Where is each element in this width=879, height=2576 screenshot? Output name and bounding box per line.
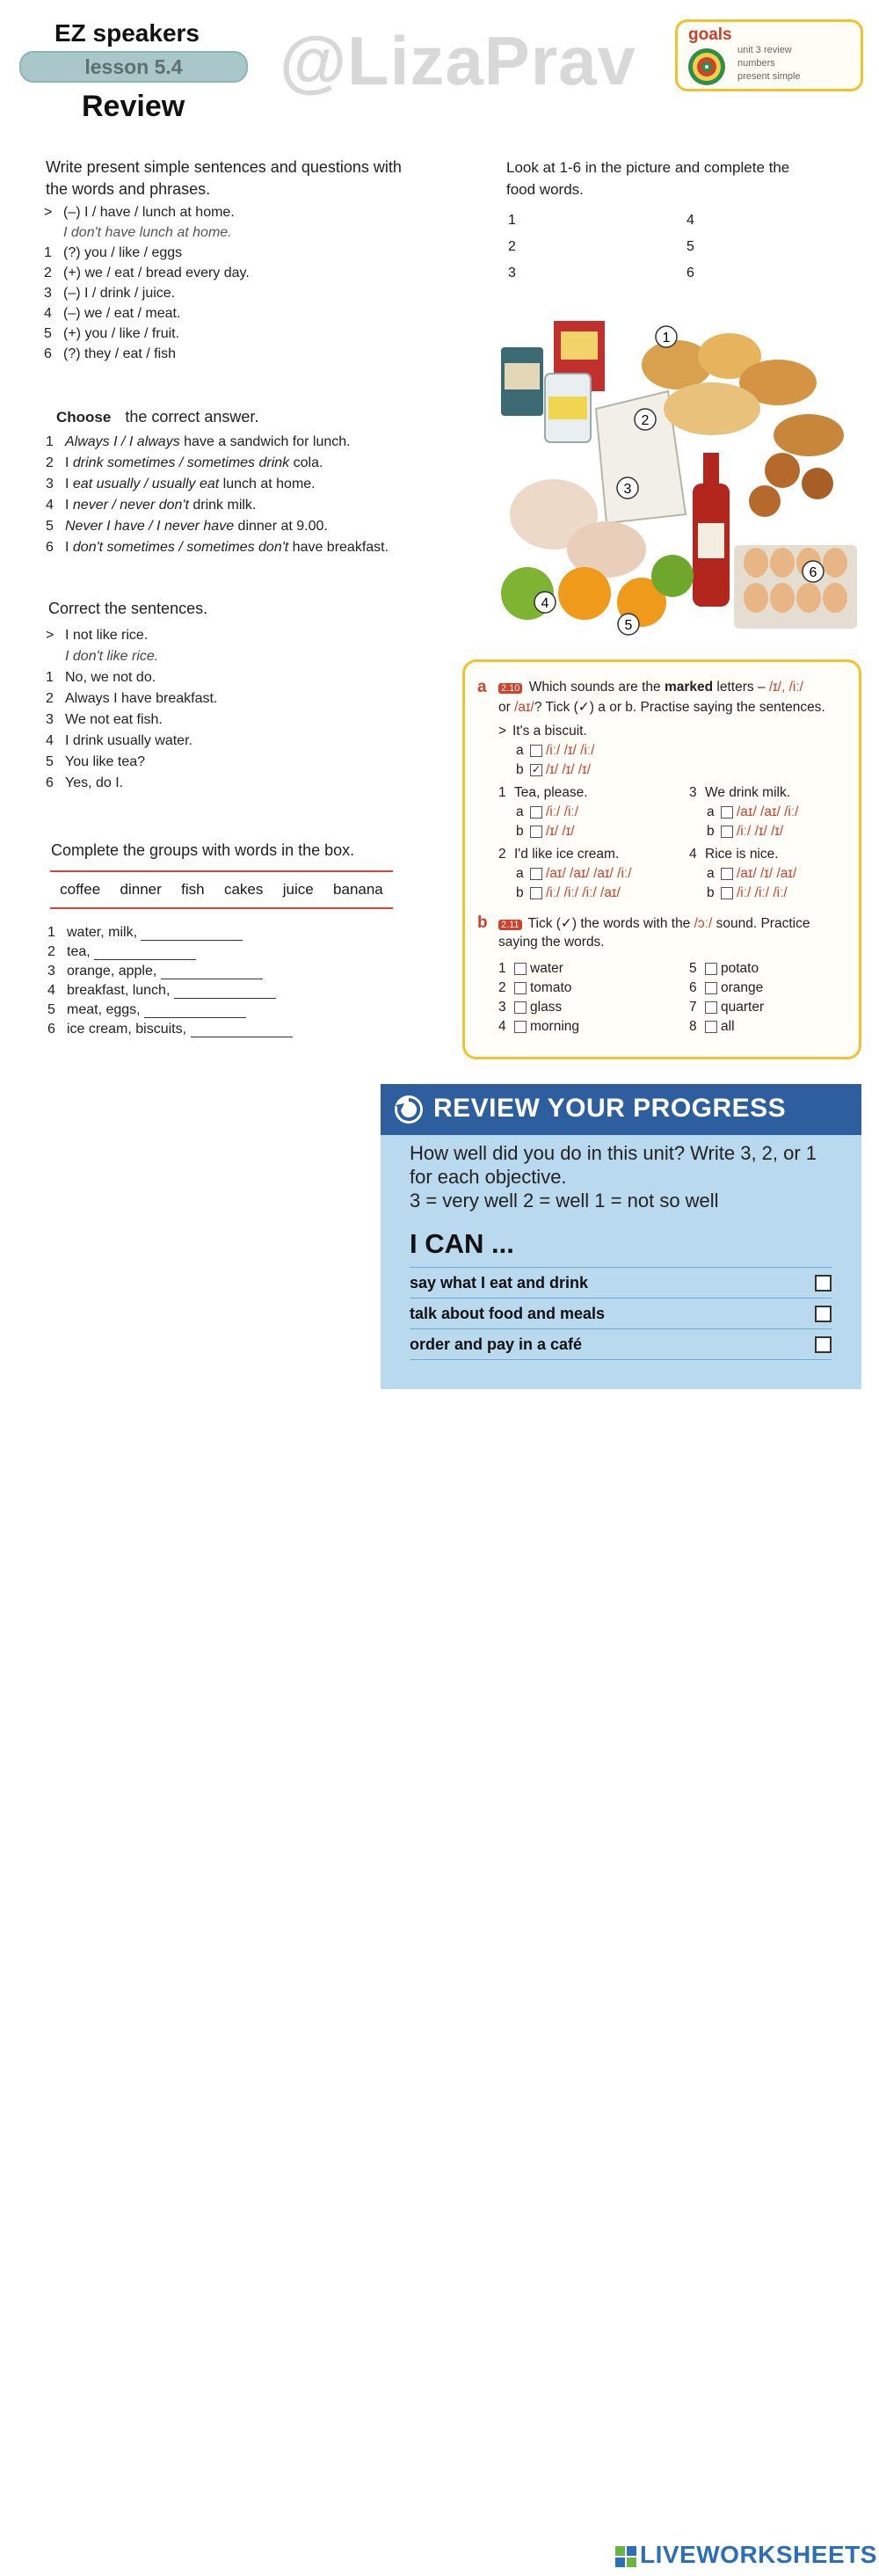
- checkbox[interactable]: [705, 1001, 717, 1014]
- objective-row: talk about food and meals: [410, 1298, 832, 1328]
- ex2-item[interactable]: 4 I never / never don't drink milk.: [46, 498, 257, 513]
- word-option[interactable]: 8 all: [689, 1019, 735, 1034]
- checkbox[interactable]: [514, 1021, 527, 1033]
- option-row[interactable]: b ✓ /ɪ/ /ɪ/ /ɪ/: [516, 762, 592, 777]
- ex3-instruction: Correct the sentences.: [48, 600, 208, 617]
- option-row[interactable]: a /aɪ/ /ɪ/ /aɪ/: [707, 866, 797, 881]
- goals-box: [675, 19, 863, 91]
- checkbox[interactable]: [530, 826, 542, 838]
- brand-title: EZ speakers: [54, 19, 200, 47]
- option-row[interactable]: b /iː/ /iː/ /iː/: [707, 885, 788, 900]
- answer-blank[interactable]: [94, 945, 196, 960]
- goal-item: present simple: [737, 71, 801, 82]
- ex1-example-prompt: (–) I / have / lunch at home.: [63, 205, 235, 220]
- word-option[interactable]: 1 water: [498, 961, 563, 976]
- goal-item: numbers: [737, 58, 775, 69]
- ex4-item: 1 water, milk,: [47, 925, 243, 941]
- progress-title: REVIEW YOUR PROGRESS: [433, 1094, 787, 1123]
- option-row[interactable]: a /iː/ /ɪ/ /iː/: [516, 743, 595, 758]
- box-word: fish: [181, 881, 205, 898]
- checkbox[interactable]: [721, 868, 733, 880]
- ex2-item[interactable]: 6 I don't sometimes / sometimes don't have breakfast.: [46, 540, 389, 555]
- goal-item: unit 3 review: [737, 45, 792, 55]
- checkbox[interactable]: [514, 982, 527, 994]
- section-a-label: a: [477, 678, 487, 696]
- answer-blank[interactable]: [191, 1022, 293, 1037]
- option-row[interactable]: b /ɪ/ /ɪ/: [516, 824, 575, 839]
- ex3-item: 2 Always I have breakfast.: [46, 691, 218, 706]
- ex1-item: 6 (?) they / eat / fish: [44, 346, 177, 361]
- box-word: coffee: [60, 881, 101, 898]
- example-marker: >: [44, 205, 53, 220]
- answer-blank[interactable]: [161, 964, 263, 979]
- choose-label: Choose: [56, 409, 112, 426]
- objective-row: order and pay in a café: [410, 1328, 832, 1360]
- question: 3 We drink milk.: [689, 785, 791, 800]
- watermark: @LizaPrav: [280, 22, 636, 99]
- picture-label: 1: [662, 331, 671, 346]
- word-option[interactable]: 7 quarter: [689, 1000, 765, 1015]
- ex2-item[interactable]: 2 I drink sometimes / sometimes drink cola.: [46, 455, 323, 470]
- score-box[interactable]: [815, 1336, 832, 1353]
- progress-line: for each objective.: [410, 1166, 567, 1188]
- ex2-item[interactable]: 1 Always I / I always have a sandwich for lunch.: [46, 434, 351, 449]
- ex4-item: 3 orange, apple,: [47, 964, 263, 979]
- food-number: 5: [686, 239, 694, 254]
- question: 2 I'd like ice cream.: [498, 847, 620, 862]
- checkbox-checked[interactable]: ✓: [531, 762, 541, 775]
- checkbox[interactable]: [721, 806, 733, 819]
- checkbox[interactable]: [705, 1021, 717, 1033]
- option-row[interactable]: a /aɪ/ /aɪ/ /aɪ/ /iː/: [516, 866, 632, 881]
- picture-label: 3: [623, 482, 632, 497]
- pronunciation-box: [462, 659, 861, 1059]
- food-number: 4: [686, 213, 694, 228]
- box-word: dinner: [120, 881, 162, 898]
- ex4-item: 2 tea,: [47, 944, 196, 960]
- checkbox[interactable]: [705, 963, 717, 975]
- ex2-item[interactable]: 3 I eat usually / usually eat lunch at home.: [46, 477, 316, 491]
- example-sentence: > It's a biscuit.: [498, 724, 587, 739]
- ex1-example-answer: I don't have lunch at home.: [63, 225, 232, 240]
- section-b-instruction-2: saying the words.: [498, 935, 605, 950]
- ex2-item[interactable]: 5 Never I have / I never have dinner at 9.00.: [46, 519, 328, 534]
- food-number: 2: [508, 239, 516, 254]
- picture-label: 2: [641, 413, 650, 428]
- option-row[interactable]: b /iː/ /iː/ /iː/ /aɪ/: [516, 885, 621, 900]
- checkbox[interactable]: [514, 1001, 527, 1014]
- target-icon: [686, 47, 727, 87]
- ex1-item: 2 (+) we / eat / bread every day.: [44, 266, 250, 280]
- ex4-item: 4 breakfast, lunch,: [47, 983, 276, 999]
- checkbox[interactable]: [705, 982, 717, 994]
- answer-blank[interactable]: [144, 1003, 246, 1018]
- lesson-badge: lesson 5.4: [19, 51, 248, 83]
- word-option[interactable]: 3 glass: [498, 1000, 563, 1015]
- ex3-item: 3 We not eat fish.: [46, 712, 163, 727]
- score-box[interactable]: [815, 1306, 832, 1322]
- section-a-instruction: 2.10 Which sounds are the marked letters – /ɪ/, /iː/: [498, 680, 803, 695]
- food-illustration: [492, 312, 861, 651]
- food-number: 1: [508, 213, 516, 228]
- question: 4 Rice is nice.: [689, 847, 779, 862]
- section-b-label: b: [477, 913, 488, 932]
- option-row[interactable]: a /iː/ /iː/: [516, 804, 579, 819]
- goals-title: goals: [688, 25, 732, 44]
- box-word: cakes: [223, 881, 264, 898]
- ex3-item: 1 No, we not do.: [46, 670, 156, 685]
- i-can-heading: I CAN ...: [410, 1228, 514, 1259]
- review-progress-panel: [381, 1084, 861, 1389]
- box-word: juice: [282, 881, 314, 898]
- ex1-instruction: Write present simple sentences and questions with the words and phrases.: [46, 158, 402, 198]
- refresh-icon: [393, 1094, 425, 1125]
- word-option[interactable]: 5 potato: [689, 961, 759, 976]
- checkbox[interactable]: [721, 826, 733, 838]
- ex3-example: > I not like rice.: [46, 628, 149, 643]
- ex3-item: 6 Yes, do I.: [46, 775, 124, 790]
- liveworksheets-icon: [615, 2546, 636, 2567]
- word-option[interactable]: 6 orange: [689, 980, 764, 995]
- word-box: [50, 870, 393, 909]
- option-row[interactable]: a /aɪ/ /aɪ/ /iː/: [707, 804, 799, 819]
- answer-blank[interactable]: [141, 926, 243, 941]
- checkbox[interactable]: [530, 806, 542, 819]
- checkbox[interactable]: [530, 868, 542, 880]
- progress-header: [381, 1084, 861, 1135]
- option-row[interactable]: b /iː/ /ɪ/ /ɪ/: [707, 824, 784, 839]
- checkbox[interactable]: [721, 887, 733, 899]
- section-b-instruction: 2.11 Tick (✓) the words with the /ɔː/ sound. Practice: [498, 915, 810, 932]
- question: 1 Tea, please.: [498, 785, 588, 800]
- progress-scale: 3 = very well 2 = well 1 = not so well: [410, 1190, 719, 1212]
- answer-blank[interactable]: [174, 984, 276, 999]
- ex4-item: 6 ice cream, biscuits,: [47, 1022, 293, 1037]
- ex4-item: 5 meat, eggs,: [47, 1002, 246, 1018]
- word-option[interactable]: 4 morning: [498, 1019, 579, 1034]
- checkbox[interactable]: [514, 963, 527, 975]
- food-number: 6: [686, 266, 694, 280]
- ex1-item: 3 (–) I / drink / juice.: [44, 286, 176, 301]
- ex1-example: [44, 205, 235, 221]
- ex1-item: 4 (–) we / eat / meat.: [44, 306, 181, 321]
- page-title: Review: [82, 90, 185, 123]
- ex1-item: 5 (+) you / like / fruit.: [44, 326, 180, 341]
- box-word: banana: [333, 881, 383, 898]
- progress-line: How well did you do in this unit? Write 3, 2, or 1: [410, 1142, 817, 1164]
- food-number: 3: [508, 266, 516, 280]
- score-box[interactable]: [815, 1275, 832, 1292]
- ex2-instruction: Choose the correct answer.: [56, 408, 259, 426]
- ex3-example-answer: I don't like rice.: [65, 649, 159, 664]
- picture-label: 4: [541, 596, 549, 611]
- ex4-instruction: Complete the groups with words in the box.: [51, 841, 355, 859]
- objective-row: say what I eat and drink: [410, 1267, 832, 1298]
- ex3-item: 5 You like tea?: [46, 754, 146, 769]
- checkbox[interactable]: [530, 745, 542, 757]
- word-option[interactable]: 2 tomato: [498, 980, 572, 995]
- picture-label: 6: [809, 565, 817, 580]
- ex5-instruction: Look at 1-6 in the picture and complete the food words.: [506, 159, 790, 198]
- liveworksheets-logo: LIVEWORKSHEETS: [615, 2541, 877, 2569]
- section-a-instruction-2: or /aɪ/? Tick (✓) a or b. Practise saying the sentences.: [498, 700, 825, 715]
- ex3-item: 4 I drink usually water.: [46, 733, 193, 748]
- picture-label: 5: [624, 618, 633, 633]
- ex1-item: 1 (?) you / like / eggs: [44, 245, 183, 260]
- checkbox[interactable]: [530, 887, 542, 899]
